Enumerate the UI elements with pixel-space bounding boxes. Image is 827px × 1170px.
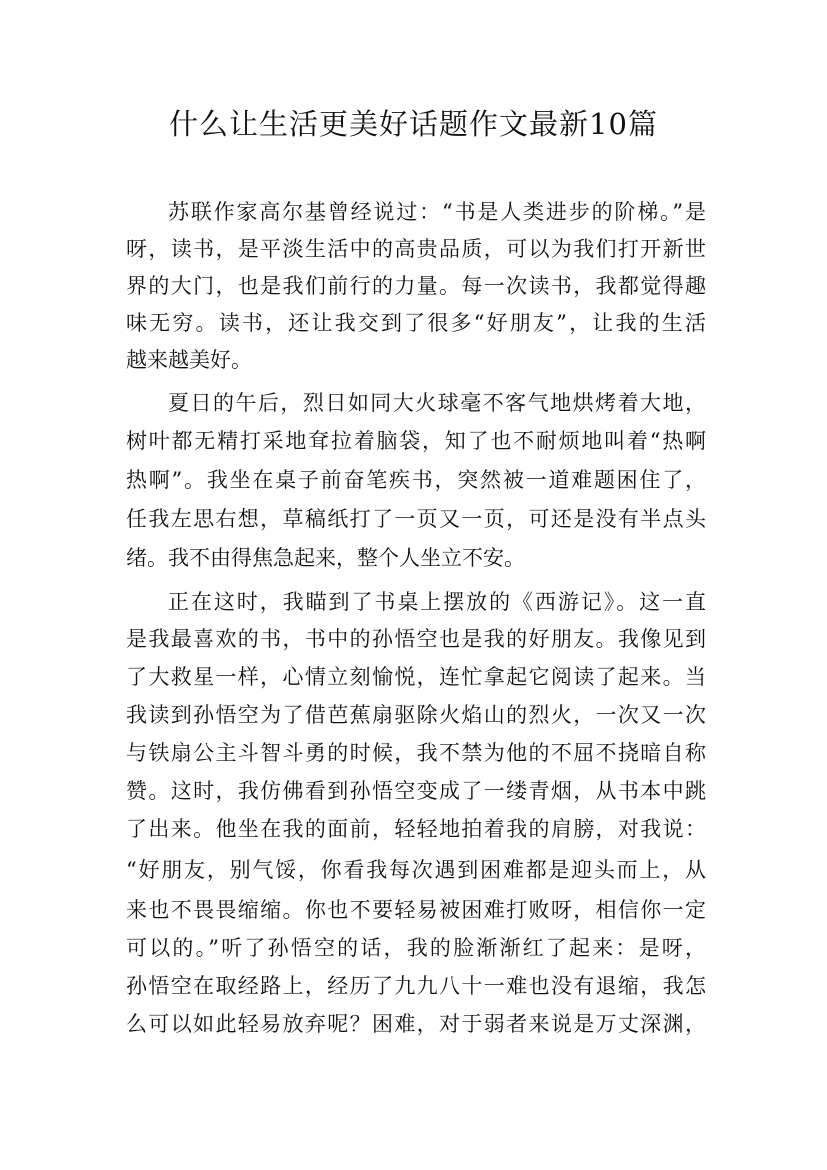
text-line: 了大救星一样，心情立刻愉悦，连忙拿起它阅读了起来。当 xyxy=(126,665,706,689)
text-line: 来也不畏畏缩缩。你也不要轻易被困难打败呀，相信你一定 xyxy=(126,898,706,922)
text-line: 夏日的午后，烈日如同大火球毫不客气地烘烤着大地， xyxy=(168,391,706,415)
text-line: 么可以如此轻易放弃呢？困难，对于弱者来说是万丈深渊， xyxy=(126,1012,706,1036)
text-line: 树叶都无精打采地耷拉着脑袋，知了也不耐烦地叫着“热啊 xyxy=(126,429,706,453)
text-line: 赞。这时，我仿佛看到孙悟空变成了一缕青烟，从书本中跳 xyxy=(126,779,706,803)
text-line: “好朋友，别气馁，你看我每次遇到困难都是迎头而上，从 xyxy=(126,858,706,882)
text-line: 界的大门，也是我们前行的力量。每一次读书，我都觉得趣 xyxy=(126,274,706,298)
text-line: 苏联作家高尔基曾经说过：“书是人类进步的阶梯。”是 xyxy=(168,200,706,224)
text-line: 孙悟空在取经路上，经历了九九八十一难也没有退缩，我怎 xyxy=(126,974,706,998)
text-line: 正在这时，我瞄到了书桌上摆放的《西游记》。这一直 xyxy=(168,590,706,614)
text-line: 可以的。”听了孙悟空的话，我的脸渐渐红了起来：是呀， xyxy=(126,936,706,960)
text-line: 味无穷。读书，还让我交到了很多“好朋友”，让我的生活 xyxy=(126,311,706,335)
text-line: 绪。我不由得焦急起来，整个人坐立不安。 xyxy=(126,546,525,570)
text-line: 呀，读书，是平淡生活中的高贵品质，可以为我们打开新世 xyxy=(126,237,706,261)
text-line: 越来越美好。 xyxy=(126,348,252,372)
text-line: 热啊”。我坐在桌子前奋笔疾书，突然被一道难题困住了， xyxy=(126,468,706,492)
text-line: 任我左思右想，草稿纸打了一页又一页，可还是没有半点头 xyxy=(126,507,706,531)
text-line: 是我最喜欢的书，书中的孙悟空也是我的好朋友。我像见到 xyxy=(126,627,706,651)
text-line: 我读到孙悟空为了借芭蕉扇驱除火焰山的烈火，一次又一次 xyxy=(126,703,706,727)
text-line: 了出来。他坐在我的面前，轻轻地拍着我的肩膀，对我说： xyxy=(126,817,706,841)
document-title: 什么让生活更美好话题作文最新10篇 xyxy=(169,107,658,141)
text-line: 与铁扇公主斗智斗勇的时候，我不禁为他的不屈不挠暗自称 xyxy=(126,741,706,765)
